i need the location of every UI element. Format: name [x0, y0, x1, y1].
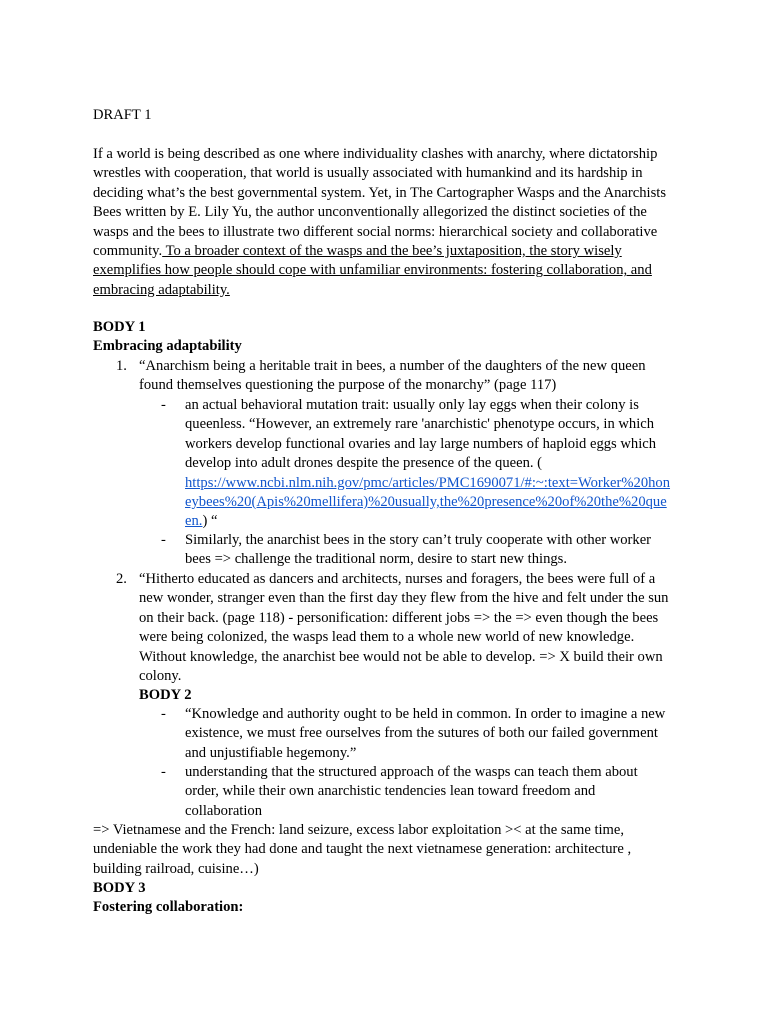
bullet-dash: -: [161, 532, 166, 548]
body2-heading: BODY 2: [139, 687, 192, 703]
list-number-2: 2.: [116, 571, 127, 587]
body1-heading: BODY 1: [93, 319, 146, 335]
bullet-dash: -: [161, 397, 166, 413]
list-number-1: 1.: [116, 358, 127, 374]
body3-heading: BODY 3: [93, 880, 146, 896]
bullet-mutation-text: an actual behavioral mutation trait: usually only lay eggs when their colony is queenless. “However, an extremely rare 'anarchistic' phenotype occurs, in which workers develop functional ovaries and lay large numbers of haploid eggs which develop into adult drones despite the presence of the queen. (: [185, 397, 657, 472]
bullet-similarly: Similarly, the anarchist bees in the story can’t truly cooperate with other worker bees => challenge the traditional norm, desire to start new things.: [185, 532, 652, 568]
bullet-structured-approach: understanding that the structured approach of the wasps can teach them about order, while their own anarchistic tendencies lean toward freedom and collaboration: [185, 764, 638, 819]
list-item-2: “Hitherto educated as dancers and architects, nurses and foragers, the bees were full of a new wonder, stranger even than the first day they flew from the hive and felt under the sun on their back. (page 118) - personification: different jobs => the => even though the bees were being colonized, the wasps lead them to a whole new world of new knowledge. Without knowledge, the anarchist bee would not be able to develop. => X build their own colony.: [139, 571, 669, 685]
bullet-knowledge-quote: “Knowledge and authority ought to be held in common. In order to imagine a new existence, we must free ourselves from the sutures of both our failed government and unjustifiable hegemony.”: [185, 706, 666, 761]
intro-text: If a world is being described as one where individuality clashes with anarchy, where dictatorship wrestles with cooperation, that world is usually associated with humankind and its hardship in deciding what’s the best governmental system. Yet, in The Cartographer Wasps and the Anarchists Bees written by E. Lily Yu, the author unconventionally allegorized the distinct societies of the wasps and the bees to illustrate two different social norms: hierarchical society and collaborative community.: [93, 146, 667, 260]
thesis-statement: To a broader context of the wasps and the bee’s juxtaposition, the story wisely exemplifies how people should cope with unfamiliar environments: fostering collaboration, and embracing adaptability.: [93, 243, 652, 298]
draft-title: DRAFT 1: [93, 107, 152, 123]
body3-subheading: Fostering collaboration:: [93, 899, 244, 915]
bullet-mutation-tail: ) “: [202, 513, 218, 530]
ncbi-link[interactable]: https://www.ncbi.nlm.nih.gov/pmc/articles/PMC1690071/#:~:text=Worker%20honeybees%20(Apis%20mellifera)%20usually,the%20presence%20of%20the%20queen.: [185, 474, 671, 530]
bullet-mutation-trait: [185, 396, 671, 532]
intro-paragraph: [93, 145, 677, 300]
body1-subheading: Embracing adaptability: [93, 338, 242, 354]
list-item-1: “Anarchism being a heritable trait in bees, a number of the daughters of the new queen found themselves questioning the purpose of the monarchy” (page 117): [139, 358, 646, 394]
bullet-dash: -: [161, 706, 166, 722]
bullet-dash: -: [161, 764, 166, 780]
vietnamese-note: => Vietnamese and the French: land seizure, excess labor exploitation >< at the same time, undeniable the work they had done and taught the next vietnamese generation: architecture , building railroad, cuisine…): [93, 822, 632, 877]
